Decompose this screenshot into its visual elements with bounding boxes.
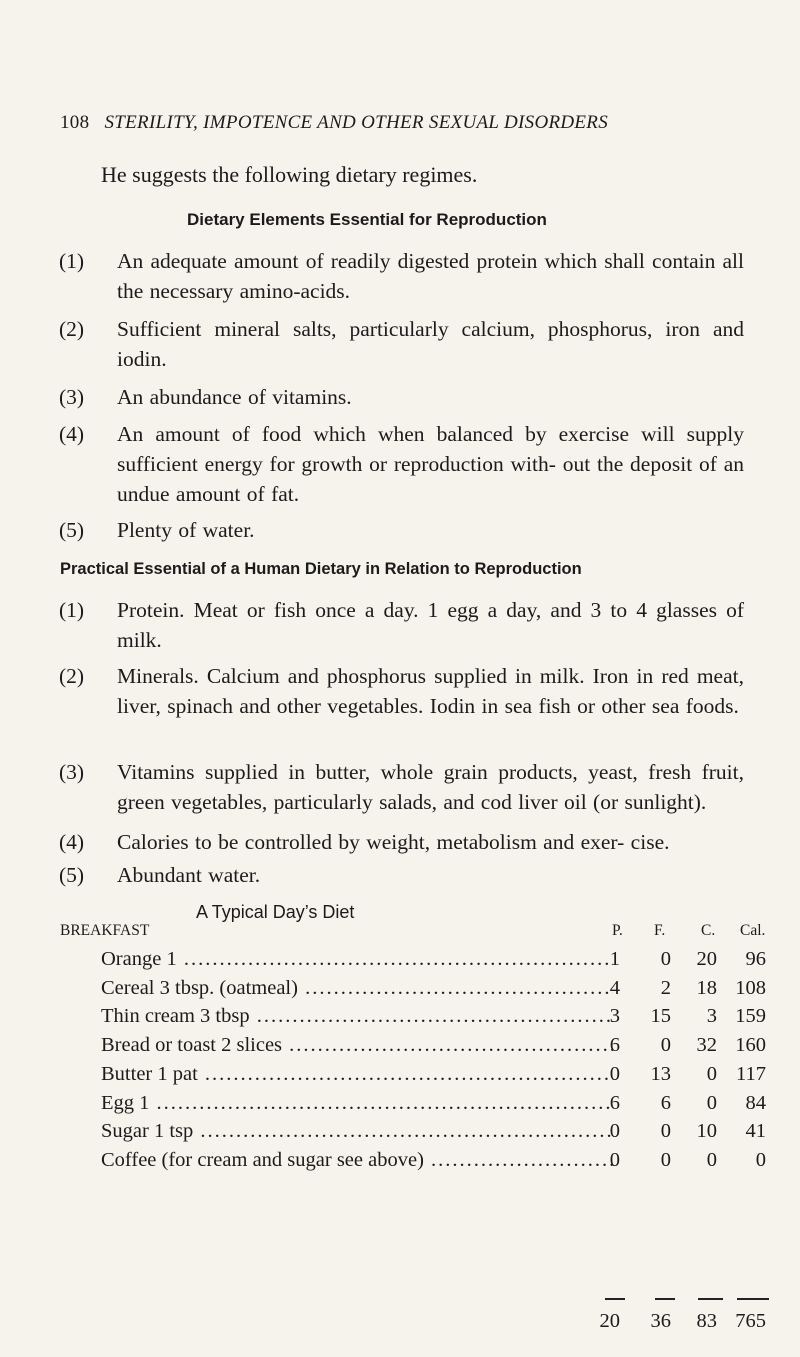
fat-value: 0 — [660, 1034, 671, 1057]
list-item-number: (5) — [59, 863, 85, 887]
list-item — [59, 757, 744, 817]
fat-value: 0 — [660, 1120, 671, 1143]
list-item-number: (3) — [59, 385, 85, 409]
food-item-label: Egg 1 ..... — [101, 1092, 613, 1115]
fat-value: 6 — [660, 1091, 671, 1114]
list-item-text: An amount of food which when balanced by exercise will supply sufficient energy for growth or reproduction with- out the deposit of an undue amount of fat. — [117, 422, 744, 506]
carbohydrate-value: 3 — [706, 1005, 717, 1028]
calories-value: 0 — [755, 1148, 766, 1171]
total-rule — [605, 1298, 625, 1300]
protein-value: 0 — [609, 1062, 620, 1085]
total-carbohydrate: 83 — [696, 1310, 717, 1332]
list-item — [59, 246, 744, 306]
fat-value: 15 — [650, 1005, 671, 1028]
list-item-text: Minerals. Calcium and phosphorus supplied in milk. Iron in red meat, liver, spinach and other vegetables. Iodin in sea fish or other sea foods. — [117, 664, 744, 718]
protein-value: 6 — [609, 1091, 620, 1114]
column-header-carbohydrate: C. — [701, 922, 716, 939]
running-head — [60, 112, 760, 134]
protein-value: 4 — [609, 976, 620, 999]
carbohydrate-value: 0 — [706, 1062, 717, 1085]
carbohydrate-value: 0 — [706, 1148, 717, 1171]
calories-value: 108 — [735, 976, 766, 999]
list-item-number: (3) — [59, 760, 85, 784]
food-item-label: Sugar 1 tsp ..... — [101, 1120, 613, 1143]
meal-label: BREAKFAST — [60, 922, 150, 939]
section-heading-practical-essential: Practical Essential of a Human Dietary in Relation to Reproduction — [60, 560, 582, 578]
calories-value: 96 — [745, 948, 766, 970]
calories-value: 41 — [745, 1120, 766, 1143]
list-item-text: Protein. Meat or fish once a day. 1 egg a day, and 3 to 4 glasses of milk. — [117, 598, 744, 652]
running-title: STERILITY, IMPOTENCE AND OTHER SEXUAL DISORDERS — [104, 112, 609, 133]
list-item-text: Plenty of water. — [117, 518, 255, 542]
protein-value: 1 — [609, 948, 620, 970]
list-item — [59, 419, 744, 509]
list-item-number: (4) — [59, 422, 85, 446]
list-item-number: (2) — [59, 317, 85, 341]
list-item — [59, 382, 744, 412]
total-rule — [698, 1298, 723, 1300]
list-item — [59, 314, 744, 374]
total-rule — [737, 1298, 769, 1300]
calories-value: 84 — [745, 1091, 766, 1114]
food-item-label: Bread or toast 2 slices ..... — [101, 1034, 613, 1057]
intro-paragraph: He suggests the following dietary regimes. — [101, 162, 478, 187]
list-item-number: (1) — [59, 249, 85, 273]
food-item-label: Thin cream 3 tbsp ..... — [101, 1005, 613, 1028]
list-item-text: An abundance of vitamins. — [117, 385, 352, 409]
list-item — [59, 595, 744, 655]
list-item — [59, 515, 744, 545]
list-item-text: Calories to be controlled by weight, metabolism and exer- cise. — [117, 830, 670, 854]
list-item-text: Vitamins supplied in butter, whole grain products, yeast, fresh fruit, green vegetables, particularly salads, and cod liver oil (or sunlight). — [117, 760, 744, 814]
list-item-number: (1) — [59, 598, 85, 622]
food-item-label: Cereal 3 tbsp. (oatmeal) ..... — [101, 977, 613, 1000]
fat-value: 2 — [660, 976, 671, 999]
carbohydrate-value: 10 — [696, 1120, 717, 1143]
fat-value: 0 — [660, 948, 671, 970]
list-item-text: Abundant water. — [117, 863, 261, 887]
protein-value: 0 — [609, 1120, 620, 1143]
food-item-label: Butter 1 pat ..... — [101, 1063, 613, 1086]
fat-value: 13 — [650, 1062, 671, 1085]
column-header-protein: P. — [612, 922, 623, 939]
total-fat: 36 — [650, 1310, 671, 1332]
total-protein: 20 — [599, 1310, 620, 1332]
list-item-number: (5) — [59, 518, 85, 542]
total-rule — [655, 1298, 675, 1300]
section-heading-dietary-elements: Dietary Elements Essential for Reproduction — [187, 210, 547, 229]
diet-table-title: A Typical Day’s Diet — [196, 902, 355, 922]
column-header-fat: F. — [654, 922, 666, 939]
protein-value: 6 — [609, 1034, 620, 1057]
list-item-text: Sufficient mineral salts, particularly calcium, phosphorus, iron and iodin. — [117, 317, 744, 371]
list-item — [59, 860, 744, 890]
carbohydrate-value: 32 — [696, 1034, 717, 1057]
list-item-number: (2) — [59, 664, 85, 688]
list-item — [59, 661, 744, 721]
list-item-text: An adequate amount of readily digested protein which shall contain all the necessary amino-acids. — [117, 249, 744, 303]
carbohydrate-value: 18 — [696, 976, 717, 999]
protein-value: 0 — [609, 1148, 620, 1171]
total-calories: 765 — [735, 1310, 766, 1332]
carbohydrate-value: 0 — [706, 1091, 717, 1114]
calories-value: 117 — [736, 1062, 766, 1085]
calories-value: 159 — [735, 1005, 766, 1028]
food-item-label: Orange 1 ..... — [101, 948, 613, 971]
protein-value: 3 — [609, 1005, 620, 1028]
calories-value: 160 — [735, 1034, 766, 1057]
list-item — [59, 827, 744, 857]
fat-value: 0 — [660, 1148, 671, 1171]
page-number: 108 — [60, 112, 90, 133]
column-header-calories: Cal. — [740, 922, 766, 939]
list-item-number: (4) — [59, 830, 85, 854]
carbohydrate-value: 20 — [696, 948, 717, 970]
food-item-label: Coffee (for cream and sugar see above) ..... — [101, 1149, 613, 1172]
